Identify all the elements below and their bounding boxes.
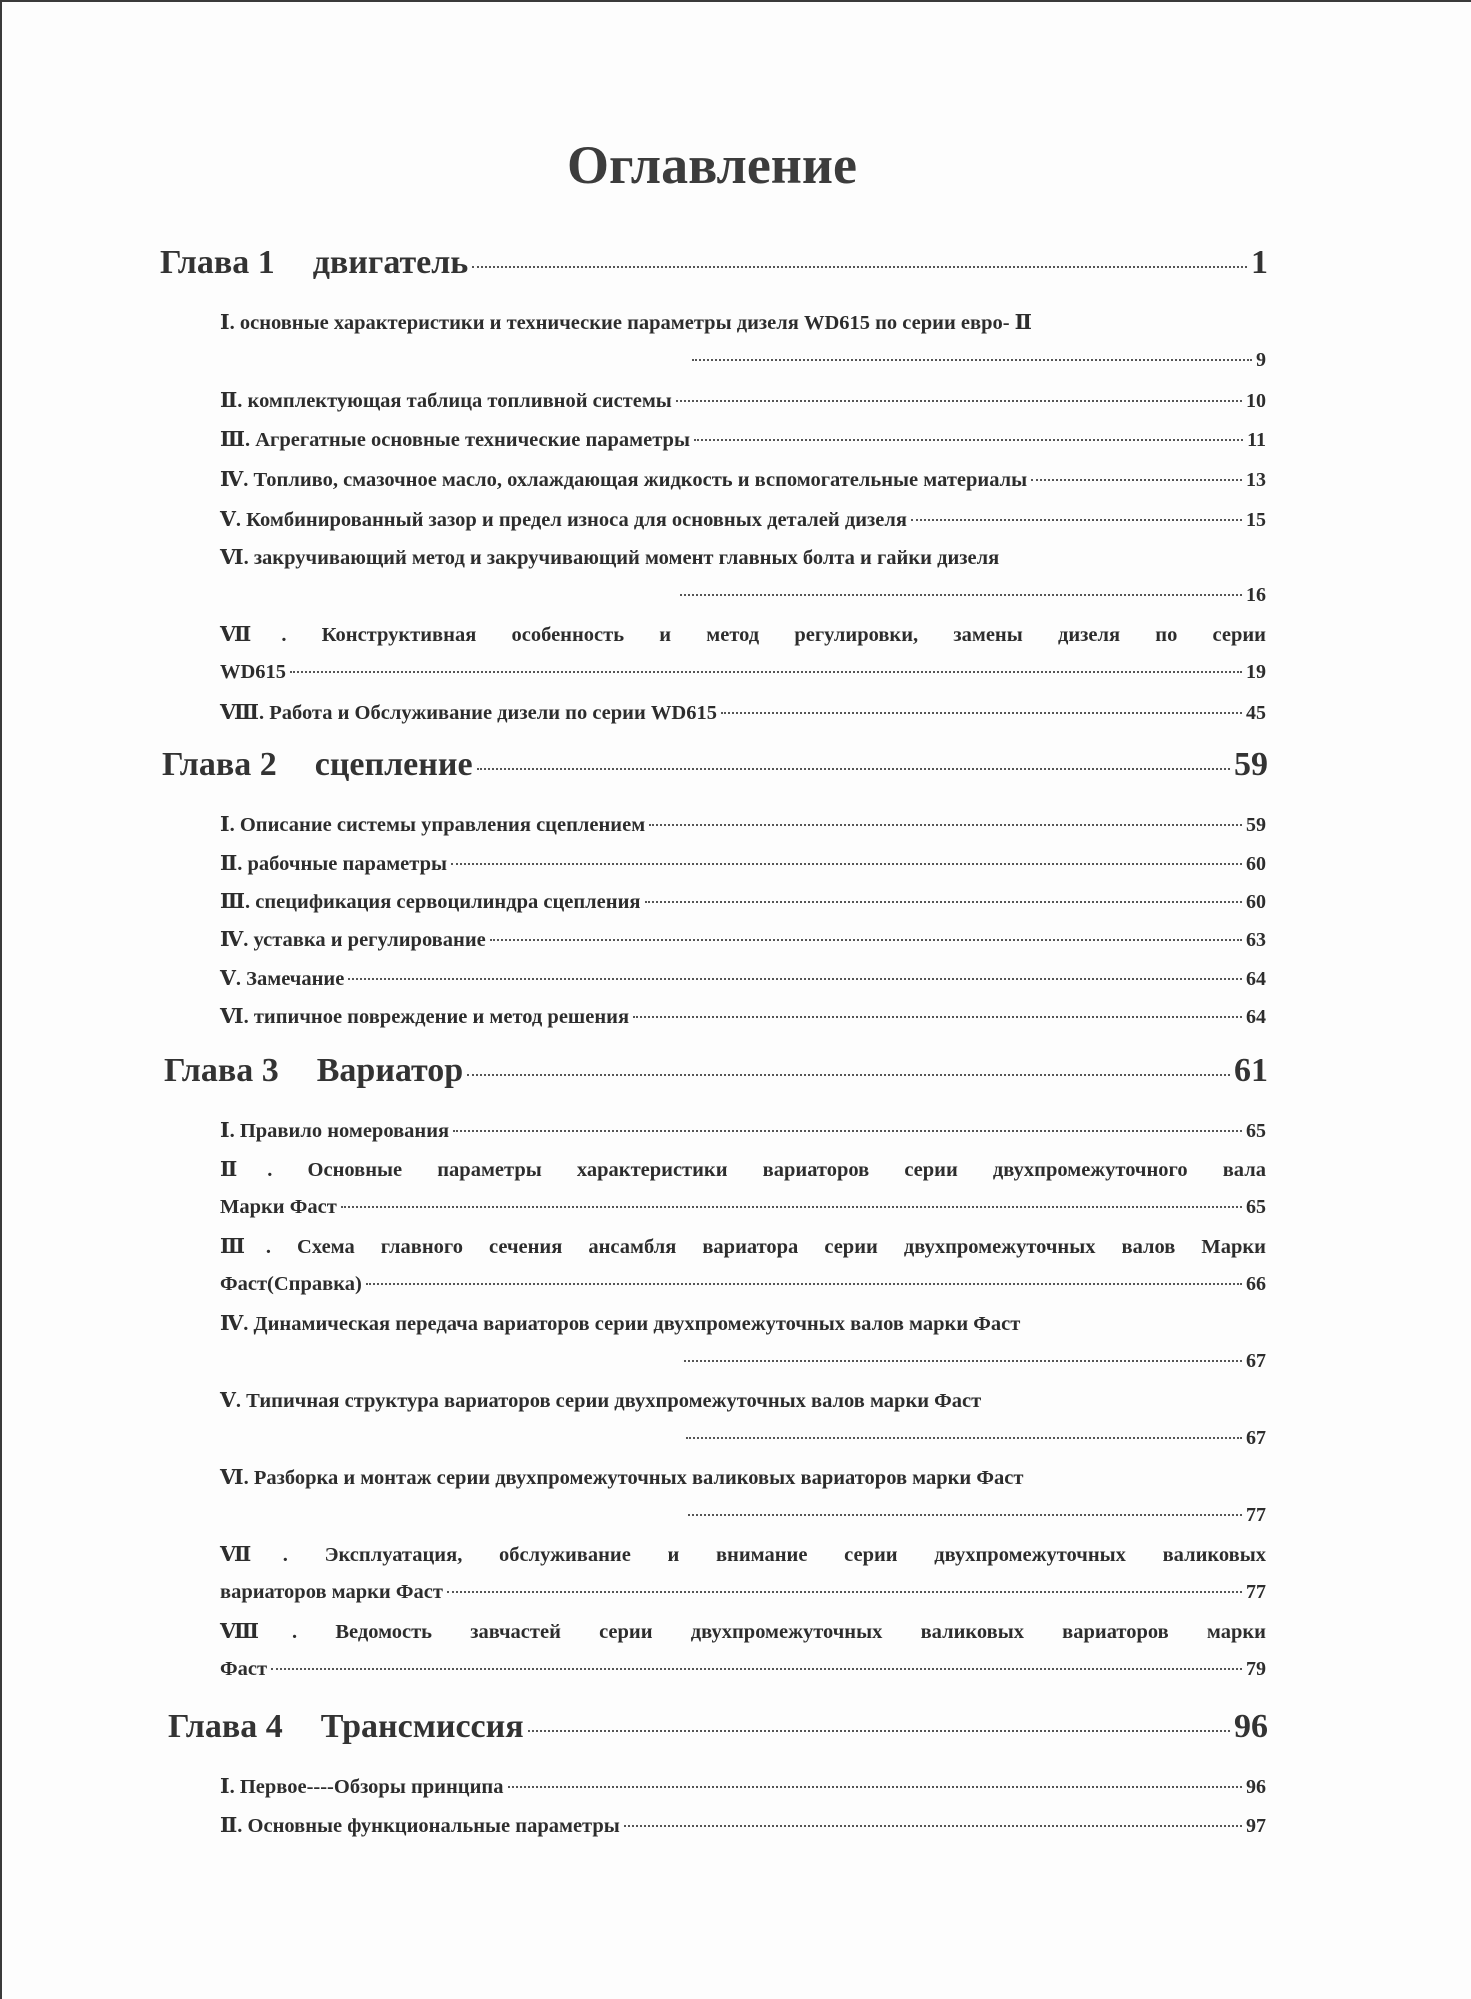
toc-entry[interactable]: [220, 1774, 1266, 1799]
toc-entry[interactable]: [220, 1004, 1266, 1029]
dot-leader: [688, 1514, 1242, 1516]
chapter-number: Глава 1: [160, 244, 275, 281]
dot-leader: [366, 1283, 1242, 1285]
toc-page-number: 64: [1246, 968, 1266, 990]
toc-page-number: 13: [1246, 469, 1266, 491]
toc-entry-label: Ⅳ. Топливо, смазочное масло, охлаждающая жидкость и вспомогательные материалы: [220, 469, 1028, 491]
toc-entry[interactable]: [220, 427, 1266, 452]
toc-page-number: 45: [1246, 702, 1266, 724]
dot-leader: [649, 824, 1242, 826]
dot-leader: [686, 1437, 1242, 1439]
dot-leader: [694, 439, 1243, 441]
dot-leader: [911, 519, 1242, 521]
chapter-title: Трансмиссия: [320, 1708, 524, 1745]
toc-page-number: 16: [1246, 584, 1266, 606]
toc-page-number: 96: [1246, 1776, 1266, 1798]
toc-page-number: 9: [1256, 349, 1266, 371]
dot-leader: [508, 1786, 1243, 1788]
toc-entry-label[interactable]: Ⅳ. Динамическая передача вариаторов серии двухпромежуточных валов марки Фаст: [220, 1313, 1021, 1335]
dot-leader: [447, 1591, 1242, 1593]
dot-leader: [692, 359, 1252, 361]
chapter-2-entry[interactable]: [162, 746, 1268, 784]
toc-page-number: 63: [1246, 929, 1266, 951]
chapter-number: Глава 2: [162, 746, 277, 783]
toc-entry-label[interactable]: Ⅲ. Схема главного сечения ансамбля вариатора серии двухпромежуточных валов Марки: [220, 1236, 1266, 1258]
toc-page-number: 65: [1246, 1196, 1266, 1218]
dot-leader: [453, 1130, 1242, 1132]
toc-page-number: 97: [1246, 1815, 1266, 1837]
toc-entry-label: Ⅱ. Основные функциональные параметры: [220, 1815, 620, 1837]
toc-entry-label[interactable]: Ⅶ. Эксплуатация, обслуживание и внимание серии двухпромежуточных валиковых: [220, 1544, 1266, 1566]
toc-entry-label: Ⅰ. Правило номерования: [220, 1120, 450, 1142]
toc-entry[interactable]: [220, 927, 1266, 952]
toc-entry[interactable]: [220, 467, 1266, 492]
toc-entry-label[interactable]: Ⅱ. Основные параметры характеристики вариаторов серии двухпромежуточного вала: [220, 1159, 1266, 1181]
toc-entry-continuation: [682, 1427, 1266, 1450]
toc-entry-label[interactable]: Ⅷ. Ведомость завчастей серии двухпромежуточных валиковых вариаторов марки: [220, 1621, 1266, 1643]
toc-entry-label: Ⅴ. Замечание: [220, 968, 345, 990]
toc-page-number: 11: [1247, 429, 1266, 451]
dot-leader: [472, 266, 1247, 268]
toc-entry-continuation: [684, 1504, 1266, 1527]
toc-entry-label: Ⅴ. Комбинированный зазор и предел износа для основных деталей дизеля: [220, 509, 907, 531]
chapter-page: 59: [1234, 746, 1268, 783]
chapter-title: сцепление: [314, 746, 473, 783]
toc-entry-label[interactable]: Ⅵ. Разборка и монтаж серии двухпромежуточных валиковых вариаторов марки Фаст: [220, 1467, 1024, 1489]
toc-entry-label: Ⅵ. типичное повреждение и метод решения: [220, 1006, 630, 1028]
toc-entry-label-cont: вариаторов марки Фаст: [220, 1581, 443, 1603]
toc-entry-continuation: [676, 584, 1266, 607]
toc-entry-continuation: [680, 1350, 1266, 1373]
toc-entry-label[interactable]: Ⅵ. закручивающий метод и закручивающий момент главных болта и гайки дизеля: [220, 547, 1000, 569]
toc-entry-continuation: [220, 1581, 1266, 1604]
dot-leader: [633, 1016, 1242, 1018]
toc-entry[interactable]: [220, 388, 1266, 413]
toc-entry[interactable]: [220, 1813, 1266, 1838]
toc-page-number: 60: [1246, 891, 1266, 913]
toc-entry[interactable]: [220, 507, 1266, 532]
toc-entry-continuation: [220, 661, 1266, 684]
toc-page-number: 60: [1246, 853, 1266, 875]
dot-leader: [290, 671, 1242, 673]
chapter-page: 1: [1251, 244, 1268, 281]
chapter-title: Вариатор: [316, 1052, 464, 1089]
toc-entry-label-cont: Марки Фаст: [220, 1196, 337, 1218]
dot-leader: [684, 1360, 1242, 1362]
toc-entry-continuation: [688, 349, 1266, 372]
toc-entry[interactable]: [220, 851, 1266, 876]
toc-entry-label[interactable]: Ⅴ. Типичная структура вариаторов серии двухпромежуточных валов марки Фаст: [220, 1390, 982, 1412]
toc-page-number: 77: [1246, 1504, 1266, 1526]
dot-leader: [451, 863, 1242, 865]
toc-entry[interactable]: [220, 700, 1266, 725]
toc-entry-label-cont: WD615: [220, 661, 287, 683]
toc-entry-label: Ⅰ. Описание системы управления сцеплением: [220, 814, 646, 836]
toc-entry-label: Ⅱ. комплектующая таблица топливной системы: [220, 390, 672, 412]
toc-entry[interactable]: [220, 889, 1266, 914]
page-title: Оглавление: [567, 135, 857, 195]
chapter-title: двигатель: [312, 244, 469, 281]
toc-page-number: 67: [1246, 1350, 1266, 1372]
dot-leader: [271, 1668, 1242, 1670]
toc-entry[interactable]: [220, 966, 1266, 991]
chapter-3-entry[interactable]: [164, 1052, 1268, 1090]
chapter-page: 96: [1234, 1708, 1268, 1745]
dot-leader: [341, 1206, 1242, 1208]
toc-page-number: 66: [1246, 1273, 1266, 1295]
toc-entry-label: Ⅲ. Агрегатные основные технические параметры: [220, 429, 690, 451]
toc-entry-label[interactable]: Ⅰ. основные характеристики и технические параметры дизеля WD615 по серии евро- Ⅱ: [220, 312, 1032, 334]
toc-entry[interactable]: [220, 812, 1266, 837]
toc-page-number: 65: [1246, 1120, 1266, 1142]
toc-page-number: 77: [1246, 1581, 1266, 1603]
dot-leader: [348, 978, 1242, 980]
toc-page-number: 67: [1246, 1427, 1266, 1449]
toc-page-number: 64: [1246, 1006, 1266, 1028]
toc-entry[interactable]: [220, 1118, 1266, 1143]
toc-entry-label: Ⅳ. уставка и регулирование: [220, 929, 486, 951]
dot-leader: [721, 712, 1242, 714]
toc-entry-continuation: [220, 1273, 1266, 1296]
chapter-4-entry[interactable]: [168, 1708, 1268, 1746]
chapter-1-entry[interactable]: [160, 244, 1268, 282]
chapter-number: Глава 3: [164, 1052, 279, 1089]
toc-page-number: 59: [1246, 814, 1266, 836]
toc-page-number: 19: [1246, 661, 1266, 683]
dot-leader: [528, 1730, 1230, 1732]
toc-entry-label-cont: Фаст: [220, 1658, 268, 1680]
dot-leader: [477, 768, 1230, 770]
dot-leader: [1031, 479, 1242, 481]
toc-entry-label[interactable]: Ⅶ. Конструктивная особенность и метод регулировки, замены дизеля по серии: [220, 624, 1266, 646]
dot-leader: [680, 594, 1242, 596]
toc-page-number: 79: [1246, 1658, 1266, 1680]
toc-entry-label-cont: Фаст(Справка): [220, 1273, 362, 1295]
toc-entry-label: Ⅲ. спецификация сервоцилиндра сцепления: [220, 891, 641, 913]
toc-entry-label: Ⅰ. Первое----Обзоры принципа: [220, 1776, 504, 1798]
toc-entry-label: Ⅷ. Работа и Обслуживание дизели по серии WD615: [220, 702, 717, 724]
toc-entry-label: Ⅱ. рабочные параметры: [220, 853, 447, 875]
chapter-number: Глава 4: [168, 1708, 283, 1745]
chapter-page: 61: [1234, 1052, 1268, 1089]
toc-page-number: 15: [1246, 509, 1266, 531]
dot-leader: [645, 901, 1243, 903]
dot-leader: [467, 1074, 1230, 1076]
dot-leader: [624, 1825, 1242, 1827]
toc-entry-continuation: [220, 1658, 1266, 1681]
toc-page-number: 10: [1246, 390, 1266, 412]
toc-entry-continuation: [220, 1196, 1266, 1219]
dot-leader: [490, 939, 1242, 941]
dot-leader: [676, 400, 1242, 402]
